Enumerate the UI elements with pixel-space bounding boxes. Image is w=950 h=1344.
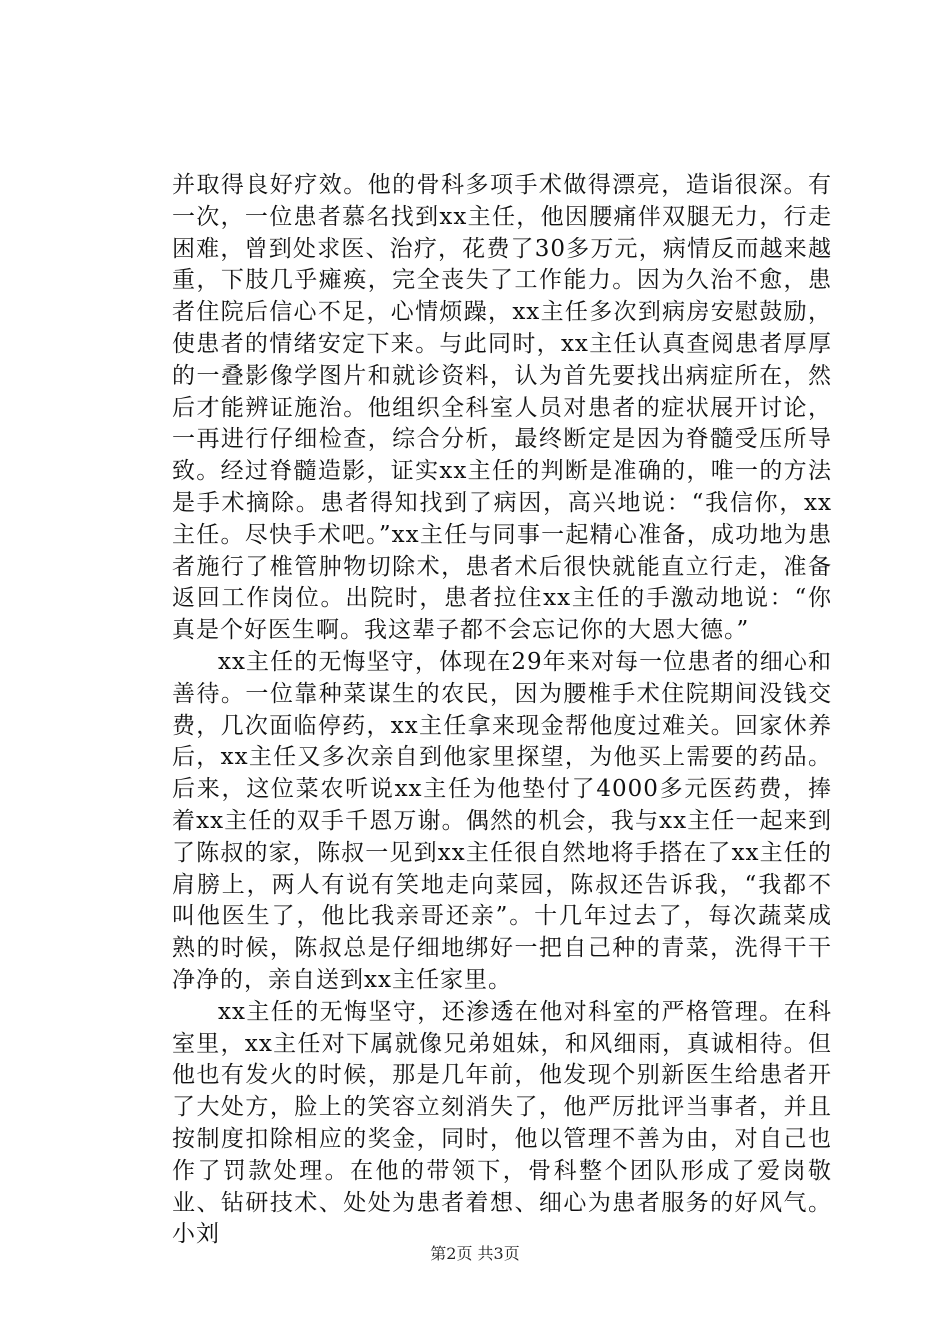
page-number-label: 第2页 共3页 xyxy=(430,1244,520,1263)
body-text xyxy=(172,170,832,1251)
page-footer xyxy=(0,1244,950,1264)
paragraph-3: xx主任的无悔坚守，还渗透在他对科室的严格管理。在科室里，xx主任对下属就像兄弟姐妹，和风细雨，真诚相待。但他也有发火的时候，那是几年前，他发现个别新医生给患者开了大处方，脸上的笑容立刻消失了，他严厉批评当事者，并且按制度扣除相应的奖金，同时，他以管理不善为由，对自己也作了罚款处理。在他的带领下，骨科整个团队形成了爱岗敬业、钻研技术、处处为患者着想、细心为患者服务的好风气。小刘 xyxy=(172,998,832,1248)
paragraph-2: xx主任的无悔坚守，体现在29年来对每一位患者的细心和善待。一位靠种菜谋生的农民，因为腰椎手术住院期间没钱交费，几次面临停药，xx主任拿来现金帮他度过难关。回家休养后，xx主任又多次亲自到他家里探望，为他买上需要的药品。后来，这位菜农听说xx主任为他垫付了4000多元医药费，捧着xx主任的双手千恩万谢。偶然的机会，我与xx主任一起来到了陈叔的家，陈叔一见到xx主任很自然地将手搭在了xx主任的肩膀上，两人有说有笑地走向菜园，陈叔还告诉我，“我都不叫他医生了，他比我亲哥还亲”。十几年过去了，每次蔬菜成熟的时候，陈叔总是仔细地绑好一把自己种的青菜，洗得干干净净的，亲自送到xx主任家里。 xyxy=(172,648,832,993)
paragraph-1: 并取得良好疗效。他的骨科多项手术做得漂亮，造诣很深。有一次，一位患者慕名找到xx主任，他因腰痛伴双腿无力，行走困难，曾到处求医、治疗，花费了30多万元，病情反而越来越重，下肢几乎瘫痪，完全丧失了工作能力。因为久治不愈，患者住院后信心不足，心情烦躁，xx主任多次到病房安慰鼓励，使患者的情绪安定下来。与此同时，xx主任认真查阅患者厚厚的一叠影像学图片和就诊资料，认为首先要找出病症所在，然后才能辨证施治。他组织全科室人员对患者的症状展开讨论，一再进行仔细检查，综合分析，最终断定是因为脊髓受压所导致。经过脊髓造影，证实xx主任的判断是准确的，唯一的方法是手术摘除。患者得知找到了病因，高兴地说：“我信你，xx主任。尽快手术吧。”xx主任与同事一起精心准备，成功地为患者施行了椎管肿物切除术，患者术后很快就能直立行走，准备返回工作岗位。出院时，患者拉住xx主任的手激动地说：“你真是个好医生啊。我这辈子都不会忘记你的大恩大德。” xyxy=(172,172,832,644)
